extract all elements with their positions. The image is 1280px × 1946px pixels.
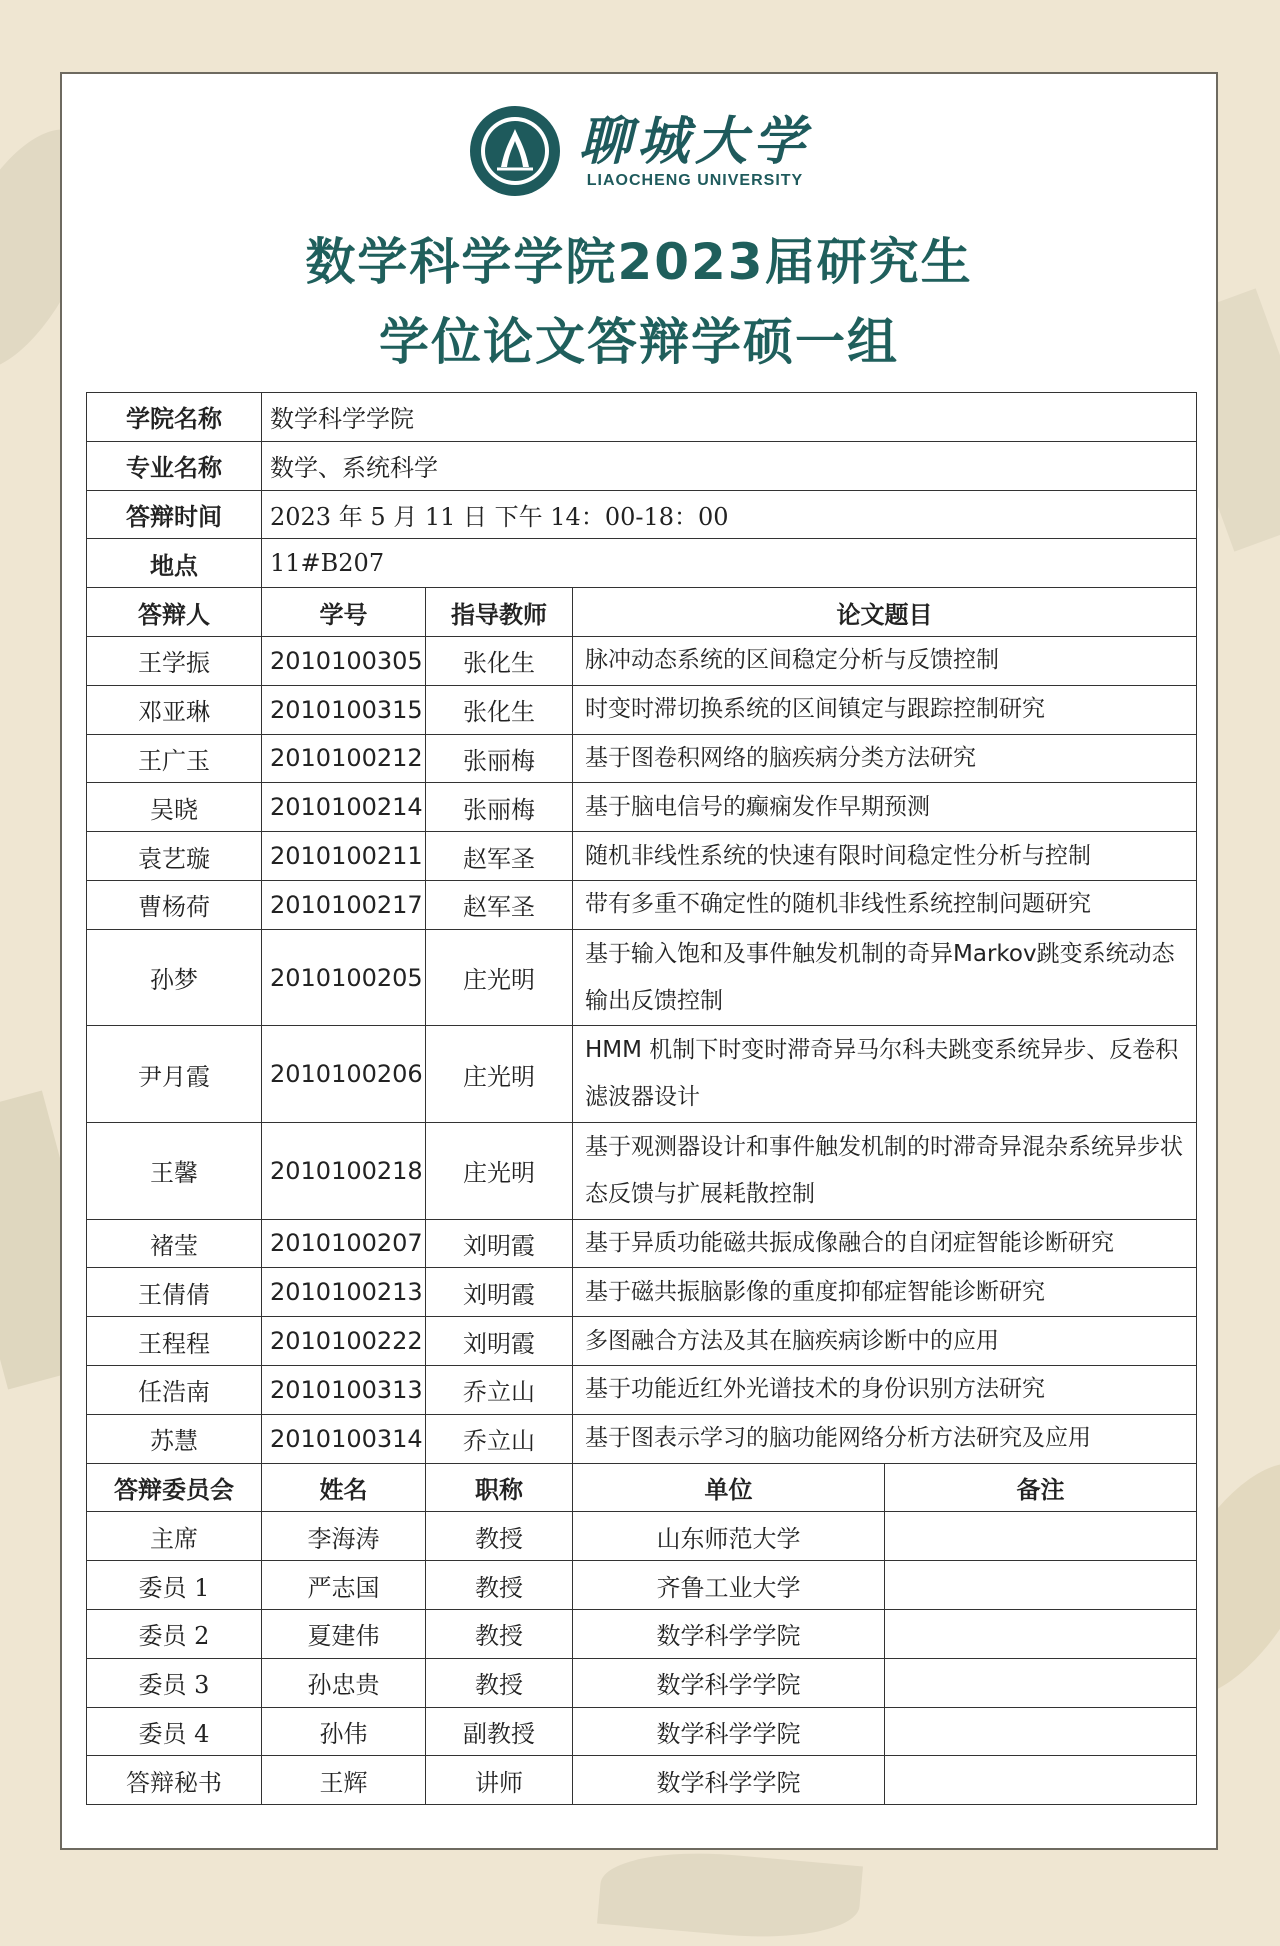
committee-title: 教授 xyxy=(426,1609,573,1658)
student-thesis-title: 脉冲动态系统的区间稳定分析与反馈控制 xyxy=(573,636,1197,685)
committee-unit: 数学科学学院 xyxy=(573,1658,885,1707)
student-id: 2010100313 xyxy=(262,1365,426,1414)
committee-name: 王辉 xyxy=(262,1756,426,1805)
column-header-unit: 单位 xyxy=(573,1463,885,1512)
student-advisor: 庄光明 xyxy=(426,929,573,1026)
student-name: 褚莹 xyxy=(87,1219,262,1268)
student-name: 王倩倩 xyxy=(87,1268,262,1317)
student-name: 邓亚琳 xyxy=(87,685,262,734)
student-id: 2010100214 xyxy=(262,783,426,832)
committee-row xyxy=(87,1707,1197,1756)
student-thesis-title: HMM 机制下时变时滞奇异马尔科夫跳变系统异步、反卷积滤波器设计 xyxy=(573,1026,1197,1123)
student-row xyxy=(87,734,1197,783)
student-advisor: 乔立山 xyxy=(426,1365,573,1414)
committee-unit: 数学科学学院 xyxy=(573,1756,885,1805)
committee-role: 委员 1 xyxy=(87,1561,262,1610)
student-name: 尹月霞 xyxy=(87,1026,262,1123)
student-row xyxy=(87,636,1197,685)
student-row xyxy=(87,783,1197,832)
student-name: 王学振 xyxy=(87,636,262,685)
committee-note xyxy=(885,1707,1197,1756)
student-name: 王馨 xyxy=(87,1122,262,1219)
student-row xyxy=(87,1268,1197,1317)
student-row xyxy=(87,685,1197,734)
committee-title: 副教授 xyxy=(426,1707,573,1756)
committee-title: 教授 xyxy=(426,1658,573,1707)
info-row-time xyxy=(87,490,1197,539)
student-id: 2010100207 xyxy=(262,1219,426,1268)
student-advisor: 庄光明 xyxy=(426,1122,573,1219)
student-thesis-title: 基于功能近红外光谱技术的身份识别方法研究 xyxy=(573,1365,1197,1414)
committee-note xyxy=(885,1512,1197,1561)
university-logo xyxy=(62,96,1216,206)
student-advisor: 庄光明 xyxy=(426,1026,573,1123)
student-row xyxy=(87,1317,1197,1366)
student-name: 任浩南 xyxy=(87,1365,262,1414)
student-advisor: 乔立山 xyxy=(426,1414,573,1463)
committee-unit: 山东师范大学 xyxy=(573,1512,885,1561)
committee-note xyxy=(885,1658,1197,1707)
student-name: 王程程 xyxy=(87,1317,262,1366)
defense-schedule-table xyxy=(86,392,1197,1805)
student-row xyxy=(87,1219,1197,1268)
student-id: 2010100206 xyxy=(262,1026,426,1123)
student-row xyxy=(87,880,1197,929)
student-row xyxy=(87,832,1197,881)
column-header-committee: 答辩委员会 xyxy=(87,1463,262,1512)
committee-note xyxy=(885,1561,1197,1610)
student-row xyxy=(87,1414,1197,1463)
student-id: 2010100212 xyxy=(262,734,426,783)
student-row xyxy=(87,1365,1197,1414)
column-header-name: 姓名 xyxy=(262,1463,426,1512)
students-header-row xyxy=(87,588,1197,637)
student-advisor: 张丽梅 xyxy=(426,783,573,832)
committee-note xyxy=(885,1756,1197,1805)
student-id: 2010100218 xyxy=(262,1122,426,1219)
committee-note xyxy=(885,1609,1197,1658)
student-thesis-title: 基于磁共振脑影像的重度抑郁症智能诊断研究 xyxy=(573,1268,1197,1317)
committee-role: 主席 xyxy=(87,1512,262,1561)
student-id: 2010100222 xyxy=(262,1317,426,1366)
committee-title: 教授 xyxy=(426,1561,573,1610)
column-header-thesis-title: 论文题目 xyxy=(573,588,1197,637)
committee-role: 委员 3 xyxy=(87,1658,262,1707)
place-label: 地点 xyxy=(87,539,262,588)
place-value: 11#B207 xyxy=(262,539,1197,588)
committee-row xyxy=(87,1609,1197,1658)
student-id: 2010100305 xyxy=(262,636,426,685)
college-label: 学院名称 xyxy=(87,393,262,442)
committee-title: 教授 xyxy=(426,1512,573,1561)
student-thesis-title: 基于脑电信号的癫痫发作早期预测 xyxy=(573,783,1197,832)
poster-card xyxy=(60,72,1218,1850)
student-advisor: 张化生 xyxy=(426,636,573,685)
column-header-student-id: 学号 xyxy=(262,588,426,637)
committee-row xyxy=(87,1512,1197,1561)
student-advisor: 赵军圣 xyxy=(426,832,573,881)
committee-row xyxy=(87,1756,1197,1805)
student-thesis-title: 基于异质功能磁共振成像融合的自闭症智能诊断研究 xyxy=(573,1219,1197,1268)
info-row-college xyxy=(87,393,1197,442)
student-id: 2010100205 xyxy=(262,929,426,1026)
poster-title-line-1: 数学科学学院2023届研究生 xyxy=(305,233,973,291)
committee-row xyxy=(87,1561,1197,1610)
student-id: 2010100213 xyxy=(262,1268,426,1317)
student-thesis-title: 带有多重不确定性的随机非线性系统控制问题研究 xyxy=(573,880,1197,929)
logo-chinese-name: 聊城大学 xyxy=(578,111,811,172)
student-name: 王广玉 xyxy=(87,734,262,783)
student-name: 吴晓 xyxy=(87,783,262,832)
committee-name: 孙忠贵 xyxy=(262,1658,426,1707)
student-thesis-title: 基于输入饱和及事件触发机制的奇异Markov跳变系统动态输出反馈控制 xyxy=(573,929,1197,1026)
committee-unit: 齐鲁工业大学 xyxy=(573,1561,885,1610)
committee-role: 答辩秘书 xyxy=(87,1756,262,1805)
column-header-defender: 答辩人 xyxy=(87,588,262,637)
committee-name: 严志国 xyxy=(262,1561,426,1610)
student-advisor: 赵军圣 xyxy=(426,880,573,929)
student-advisor: 刘明霞 xyxy=(426,1317,573,1366)
student-row xyxy=(87,1026,1197,1123)
background-leaf-decoration xyxy=(597,1844,863,1946)
committee-unit: 数学科学学院 xyxy=(573,1707,885,1756)
student-advisor: 刘明霞 xyxy=(426,1219,573,1268)
student-name: 曹杨荷 xyxy=(87,880,262,929)
college-value: 数学科学学院 xyxy=(262,393,1197,442)
logo-english-name: LIAOCHENG UNIVERSITY xyxy=(586,172,804,189)
student-thesis-title: 随机非线性系统的快速有限时间稳定性分析与控制 xyxy=(573,832,1197,881)
student-name: 孙梦 xyxy=(87,929,262,1026)
column-header-title: 职称 xyxy=(426,1463,573,1512)
student-thesis-title: 基于观测器设计和事件触发机制的时滞奇异混杂系统异步状态反馈与扩展耗散控制 xyxy=(573,1122,1197,1219)
major-value: 数学、系统科学 xyxy=(262,441,1197,490)
student-thesis-title: 基于图卷积网络的脑疾病分类方法研究 xyxy=(573,734,1197,783)
info-row-place xyxy=(87,539,1197,588)
university-seal-icon xyxy=(467,103,563,199)
time-label: 答辩时间 xyxy=(87,490,262,539)
student-advisor: 张化生 xyxy=(426,685,573,734)
committee-unit: 数学科学学院 xyxy=(573,1609,885,1658)
committee-name: 孙伟 xyxy=(262,1707,426,1756)
poster-title-line-2: 学位论文答辩学硕一组 xyxy=(379,313,899,371)
info-row-major xyxy=(87,441,1197,490)
student-thesis-title: 多图融合方法及其在脑疾病诊断中的应用 xyxy=(573,1317,1197,1366)
student-row xyxy=(87,929,1197,1026)
student-name: 袁艺璇 xyxy=(87,832,262,881)
student-id: 2010100315 xyxy=(262,685,426,734)
committee-role: 委员 2 xyxy=(87,1609,262,1658)
committee-row xyxy=(87,1658,1197,1707)
student-advisor: 张丽梅 xyxy=(426,734,573,783)
student-id: 2010100211 xyxy=(262,832,426,881)
major-label: 专业名称 xyxy=(87,441,262,490)
student-id: 2010100314 xyxy=(262,1414,426,1463)
student-thesis-title: 基于图表示学习的脑功能网络分析方法研究及应用 xyxy=(573,1414,1197,1463)
student-thesis-title: 时变时滞切换系统的区间镇定与跟踪控制研究 xyxy=(573,685,1197,734)
committee-name: 夏建伟 xyxy=(262,1609,426,1658)
student-advisor: 刘明霞 xyxy=(426,1268,573,1317)
student-row xyxy=(87,1122,1197,1219)
column-header-advisor: 指导教师 xyxy=(426,588,573,637)
time-value: 2023 年 5 月 11 日 下午 14：00-18：00 xyxy=(262,490,1197,539)
committee-header-row xyxy=(87,1463,1197,1512)
committee-name: 李海涛 xyxy=(262,1512,426,1561)
committee-title: 讲师 xyxy=(426,1756,573,1805)
column-header-note: 备注 xyxy=(885,1463,1197,1512)
student-id: 2010100217 xyxy=(262,880,426,929)
committee-role: 委员 4 xyxy=(87,1707,262,1756)
student-name: 苏慧 xyxy=(87,1414,262,1463)
